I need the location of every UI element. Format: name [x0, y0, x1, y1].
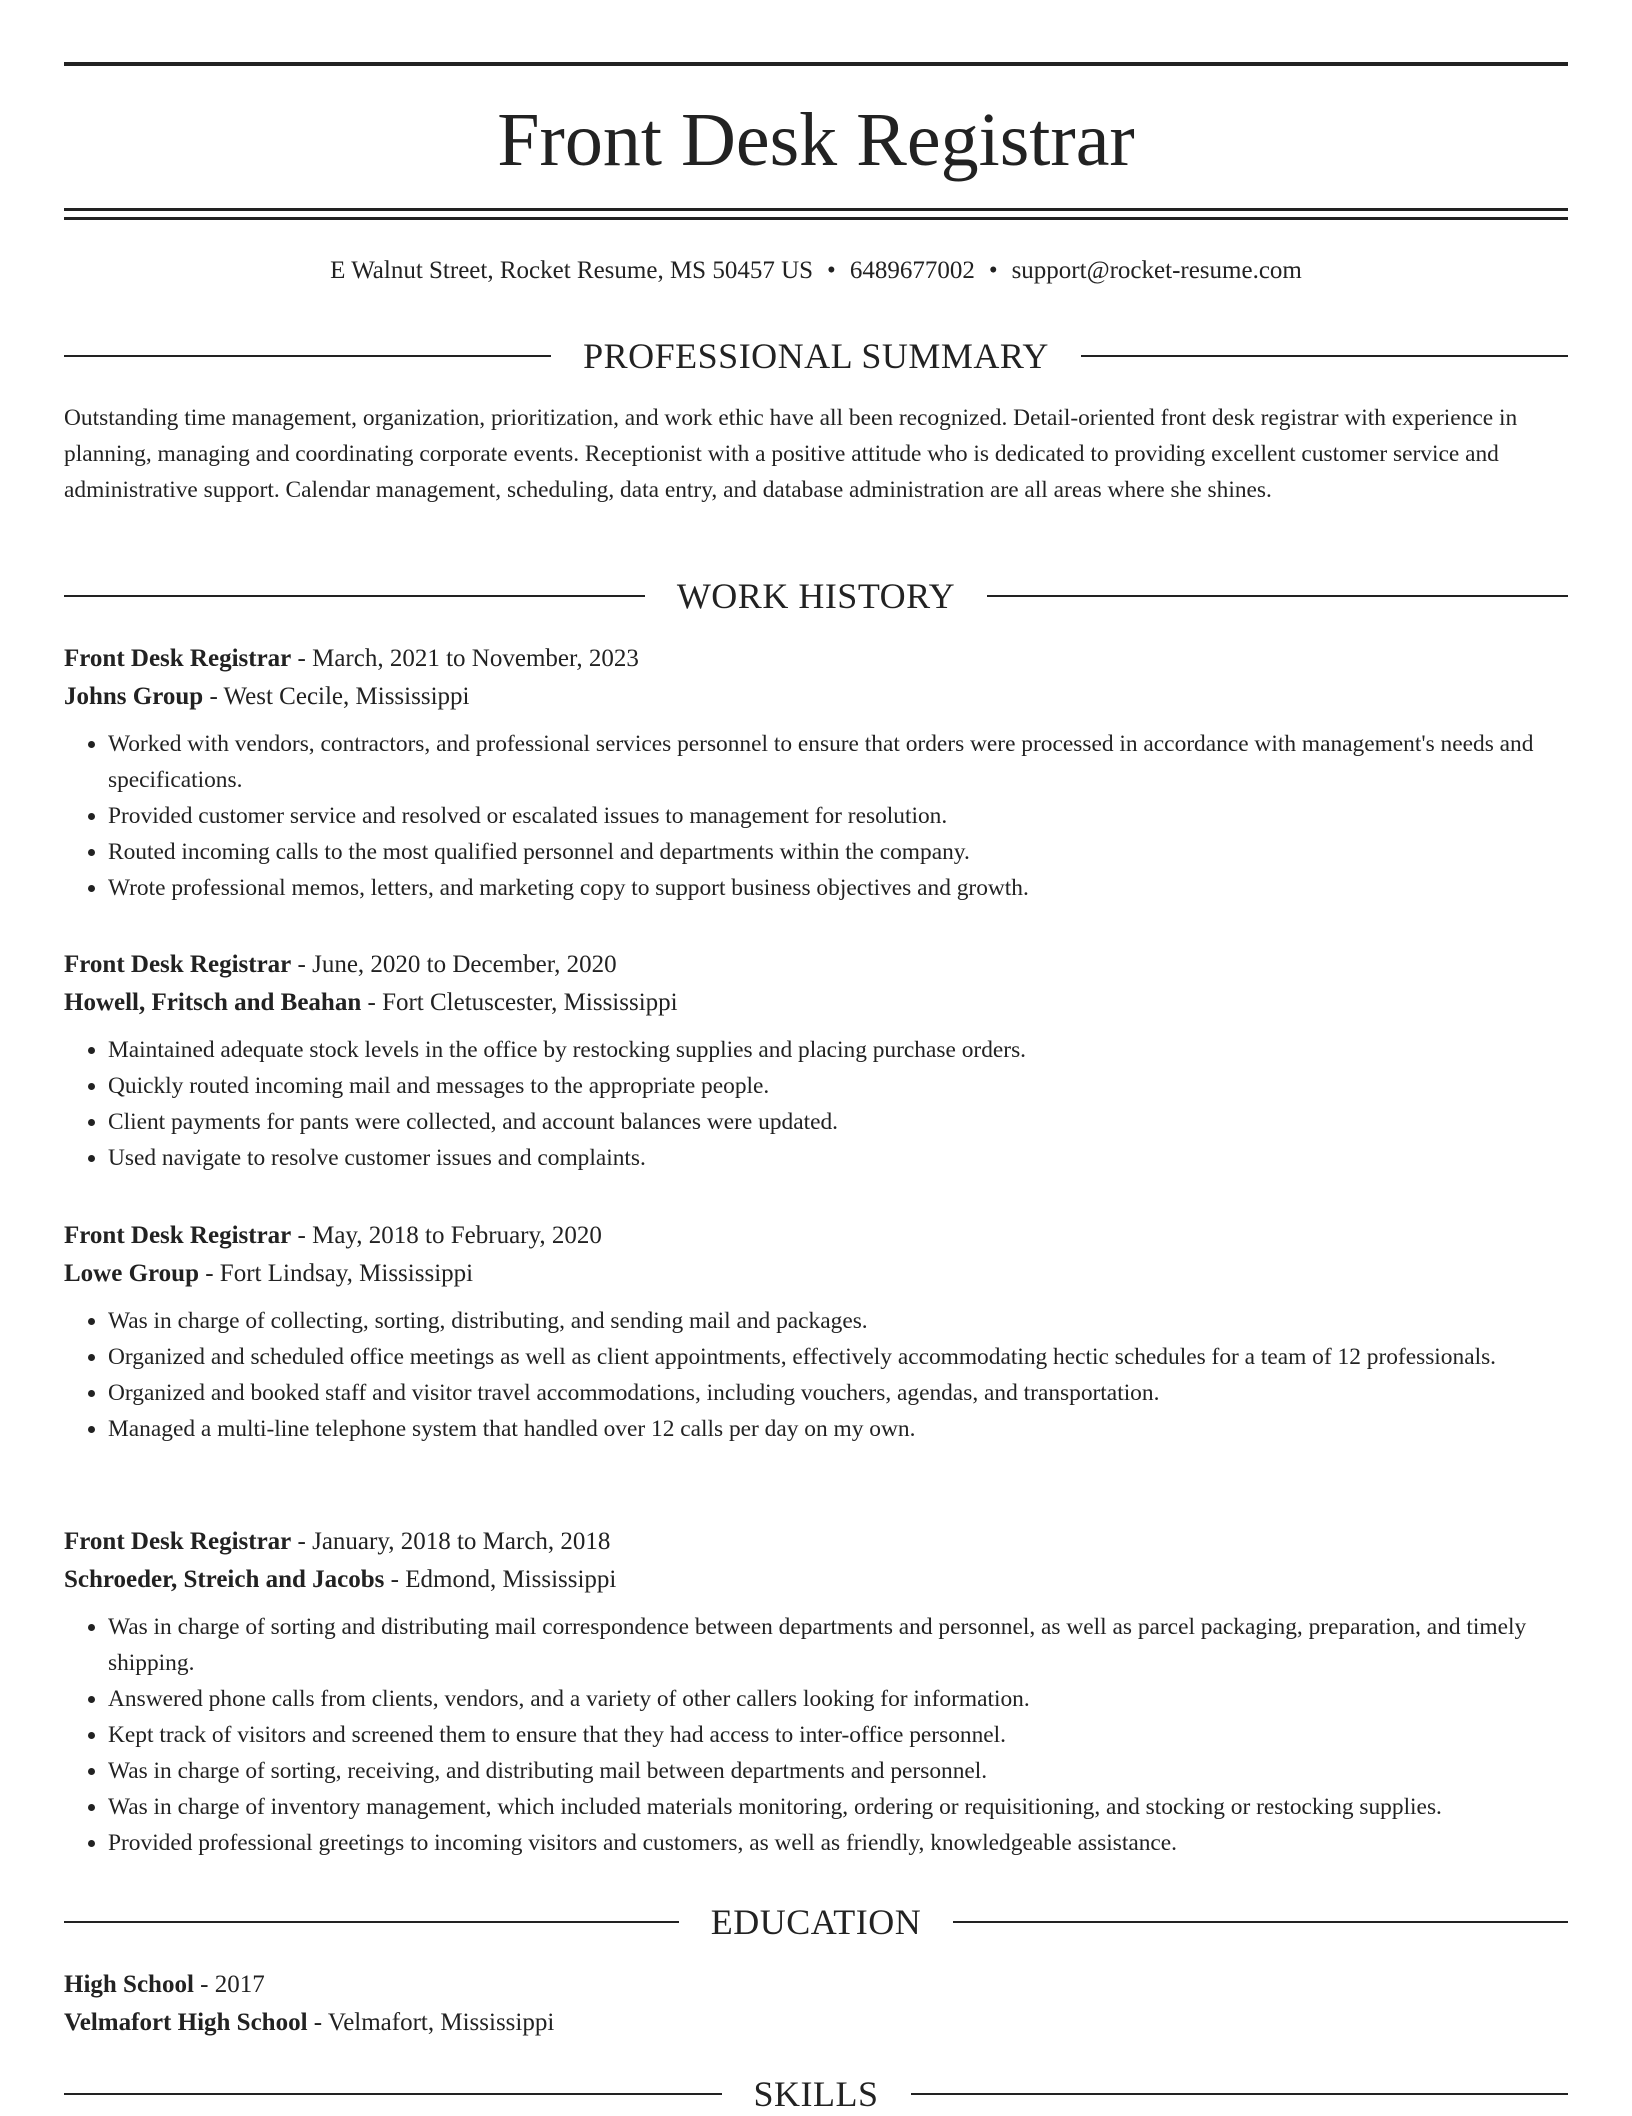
- job-company: Howell, Fritsch and Beahan: [64, 989, 362, 1016]
- section-title: WORK HISTORY: [676, 576, 956, 616]
- job-entry: [64, 1217, 1568, 1447]
- contact-phone: 6489677002: [849, 257, 975, 284]
- section-heading-skills: [64, 2072, 1568, 2116]
- education-degree-line: [64, 1966, 1568, 2004]
- heading-rule-right: [1081, 355, 1568, 357]
- job-title-line: [64, 1523, 1568, 1561]
- job-title-line: [64, 946, 1568, 984]
- job-bullets: [64, 1032, 1568, 1176]
- job-company-line: [64, 1561, 1568, 1599]
- job-company: Johns Group: [64, 683, 204, 710]
- job-bullet: • Was in charge of sorting, receiving, and distributing mail between departments and personnel.: [108, 1753, 1568, 1789]
- summary-text: Outstanding time management, organization, prioritization, and work ethic have all been recognized. Detail-oriented front desk registrar with experience in planning, managing and coordinating corporate events. Receptionist with a positive attitude who is dedicated to providing excellent customer service and administrative support. Calendar management, scheduling, data entry, and database administration are all areas where she shines.: [64, 405, 1518, 503]
- job-bullet: • Was in charge of sorting and distributing mail correspondence between departments and personnel, as well as parcel packaging, preparation, and timely shipping.: [108, 1609, 1568, 1681]
- education-year: - 2017: [193, 1971, 265, 1998]
- job-location: - Fort Cletuscester, Mississippi: [361, 989, 678, 1016]
- contact-separator: •: [827, 257, 836, 284]
- job-bullet: • Routed incoming calls to the most qualified personnel and departments within the company.: [108, 834, 1568, 870]
- job-location: - Fort Lindsay, Mississippi: [198, 1260, 474, 1287]
- top-rule: [64, 62, 1568, 66]
- heading-rule-right: [987, 595, 1568, 597]
- job-bullets: [64, 1609, 1568, 1861]
- contact-separator: •: [988, 257, 998, 284]
- job-bullet: • Organized and scheduled office meetings as well as client appointments, effectively accommodating hectic schedules for a team of 12 professionals.: [108, 1339, 1568, 1375]
- job-bullet: • Quickly routed incoming mail and messages to the appropriate people.: [108, 1068, 1568, 1104]
- section-title: EDUCATION: [710, 1902, 922, 1942]
- job-bullet: • Was in charge of collecting, sorting, distributing, and sending mail and packages.: [108, 1303, 1568, 1339]
- job-company-line: [64, 984, 1568, 1022]
- job-title: Front Desk Registrar: [64, 951, 292, 978]
- heading-rule-left: [64, 355, 551, 357]
- job-title-line: [64, 1217, 1568, 1255]
- job-bullet: • Answered phone calls from clients, vendors, and a variety of other callers looking for information.: [108, 1681, 1568, 1717]
- job-bullet: • Was in charge of inventory management, which included materials monitoring, ordering or requisitioning, and stocking or restocking supplies.: [108, 1789, 1568, 1825]
- heading-rule-left: [64, 2093, 722, 2095]
- job-bullet: • Client payments for pants were collected, and account balances were updated.: [108, 1104, 1568, 1140]
- heading-rule-left: [64, 1921, 679, 1923]
- job-entry: [64, 946, 1568, 1176]
- section-heading-work: [64, 574, 1568, 618]
- section-title: SKILLS: [753, 2074, 879, 2114]
- job-bullet: • Maintained adequate stock levels in the office by restocking supplies and placing purchase orders.: [108, 1032, 1568, 1068]
- heading-rule-right: [911, 2093, 1569, 2095]
- heading-rule-left: [64, 595, 645, 597]
- contact-line: [64, 254, 1568, 288]
- job-dates: - January, 2018 to March, 2018: [291, 1528, 611, 1555]
- job-location: - West Cecile, Mississippi: [203, 683, 470, 710]
- job-entry: [64, 640, 1568, 906]
- education-location: - Velmafort, Mississippi: [307, 2009, 555, 2036]
- job-bullet: • Provided professional greetings to incoming visitors and customers, as well as friendly, knowledgeable assistance.: [108, 1825, 1568, 1861]
- job-bullet: • Worked with vendors, contractors, and professional services personnel to ensure that orders were processed in accordance with management's needs and specifications.: [108, 726, 1568, 798]
- contact-address: E Walnut Street, Rocket Resume, MS 50457 US: [330, 257, 814, 284]
- job-dates: - June, 2020 to December, 2020: [291, 951, 617, 978]
- job-bullet: • Kept track of visitors and screened them to ensure that they had access to inter-office personnel.: [108, 1717, 1568, 1753]
- section-heading-education: [64, 1900, 1568, 1944]
- job-bullets: [64, 1303, 1568, 1447]
- job-company: Lowe Group: [64, 1260, 199, 1287]
- job-company-line: [64, 678, 1568, 716]
- double-rule: [64, 208, 1568, 220]
- education-entry: [64, 1966, 1568, 2042]
- contact-email: support@rocket-resume.com: [1011, 257, 1302, 284]
- education-school-line: [64, 2004, 1568, 2042]
- job-entry: [64, 1523, 1568, 1861]
- job-title-line: [64, 640, 1568, 678]
- job-location: - Edmond, Mississippi: [384, 1566, 617, 1593]
- job-bullet: • Wrote professional memos, letters, and marketing copy to support business objectives and growth.: [108, 870, 1568, 906]
- heading-rule-right: [953, 1921, 1568, 1923]
- job-company: Schroeder, Streich and Jacobs: [64, 1566, 385, 1593]
- education-degree: High School: [64, 1971, 194, 1998]
- section-heading-summary: [64, 334, 1568, 378]
- resume-name: Front Desk Registrar: [497, 98, 1135, 182]
- job-bullet: • Managed a multi-line telephone system that handled over 12 calls per day on my own.: [108, 1411, 1568, 1447]
- job-title: Front Desk Registrar: [64, 1222, 292, 1249]
- job-company-line: [64, 1255, 1568, 1293]
- job-bullet: • Provided customer service and resolved or escalated issues to management for resolution.: [108, 798, 1568, 834]
- section-title: PROFESSIONAL SUMMARY: [583, 336, 1049, 376]
- job-title: Front Desk Registrar: [64, 1528, 292, 1555]
- job-title: Front Desk Registrar: [64, 645, 292, 672]
- job-dates: - March, 2021 to November, 2023: [291, 645, 639, 672]
- job-dates: - May, 2018 to February, 2020: [291, 1222, 602, 1249]
- job-bullet: • Organized and booked staff and visitor travel accommodations, including vouchers, agendas, and transportation.: [108, 1375, 1568, 1411]
- job-bullet: • Used navigate to resolve customer issues and complaints.: [108, 1140, 1568, 1176]
- job-bullets: [64, 726, 1568, 906]
- education-school: Velmafort High School: [64, 2009, 308, 2036]
